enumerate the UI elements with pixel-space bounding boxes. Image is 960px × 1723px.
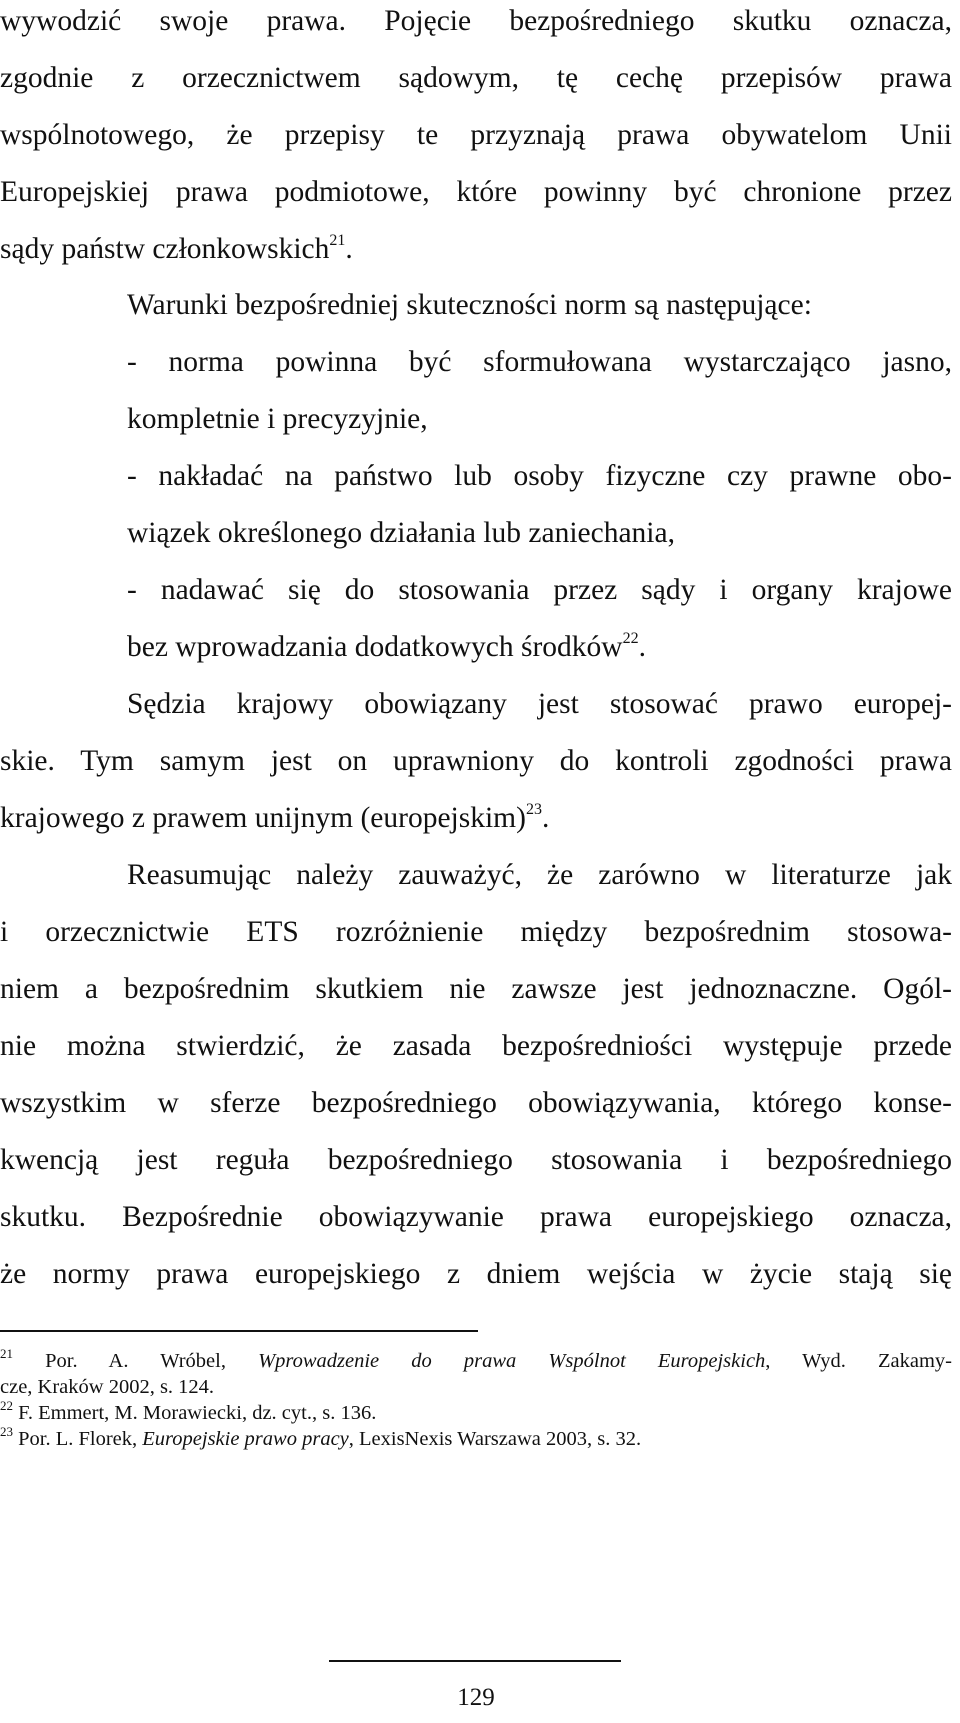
body-line: kompletnie i precyzyjnie, <box>127 403 428 435</box>
body-line: Warunki bezpośredniej skuteczności norm są następujące: <box>127 289 812 321</box>
body-text: bez wprowadzania dodatkowych środków <box>127 631 623 663</box>
body-line: wiązek określonego działania lub zaniechania, <box>127 517 675 549</box>
body-line: Reasumując należy zauważyć, że zarówno w literaturze jak <box>127 859 952 891</box>
body-line: i orzecznictwie ETS rozróżnienie między bezpośrednim stosowa- <box>0 916 952 948</box>
body-line: - nakładać na państwo lub osoby fizyczne czy prawne obo- <box>127 460 952 492</box>
footnote-23 <box>0 1426 952 1452</box>
body-line: - nadawać się do stosowania przez sądy i organy krajowe <box>127 574 952 606</box>
body-line <box>0 231 952 267</box>
footnote-ref-23: 23 <box>525 801 542 818</box>
body-line: skie. Tym samym jest on uprawniony do kontroli zgodności prawa <box>0 745 952 777</box>
footnote-21-continued: cze, Kraków 2002, s. 124. <box>0 1376 215 1398</box>
body-line <box>0 800 952 836</box>
body-text: krajowego z prawem unijnym (europejskim) <box>0 802 526 834</box>
footnote-number: 21 <box>0 1346 13 1361</box>
body-line: skutku. Bezpośrednie obowiązywanie prawa europejskiego oznacza, <box>0 1201 952 1233</box>
body-line <box>127 629 952 665</box>
body-line: zgodnie z orzecznictwem sądowym, tę cechę przepisów prawa <box>0 62 952 94</box>
footnote-text: Por. A. Wróbel, <box>13 1350 259 1372</box>
body-line: kwencją jest reguła bezpośredniego stosowania i bezpośredniego <box>0 1144 952 1176</box>
body-line: wspólnotowego, że przepisy te przyznają prawa obywatelom Unii <box>0 119 952 151</box>
footnote-ref-22: 22 <box>622 630 639 647</box>
body-line: - norma powinna być sformułowana wystarczająco jasno, <box>127 346 952 378</box>
footnote-number: 22 <box>0 1398 13 1413</box>
footnote-number: 23 <box>0 1424 13 1439</box>
footnote-ref-21: 21 <box>329 232 346 249</box>
body-line: Europejskiej prawa podmiotowe, które powinny być chronione przez <box>0 176 952 208</box>
body-text: . <box>345 233 353 265</box>
body-line: Sędzia krajowy obowiązany jest stosować prawo europej- <box>127 688 952 720</box>
footnote-22 <box>0 1400 952 1426</box>
body-text: sądy państw członkowskich <box>0 233 330 265</box>
footnote-separator <box>0 1330 478 1332</box>
footnote-text: Por. L. Florek, <box>13 1428 143 1450</box>
footnote-text: , Wyd. Zakamy- <box>765 1350 952 1372</box>
footnote-title: Wprowadzenie do prawa Wspólnot Europejskich <box>258 1350 766 1372</box>
body-text: . <box>541 802 550 834</box>
footnote-text: , LexisNexis Warszawa 2003, s. 32. <box>348 1428 642 1450</box>
footnote-text: F. Emmert, M. Morawiecki, dz. cyt., s. 136. <box>13 1402 377 1424</box>
page-number: 129 <box>457 1684 495 1711</box>
footnote-title: Europejskie prawo pracy <box>142 1428 349 1450</box>
body-line: niem a bezpośrednim skutkiem nie zawsze jest jednoznaczne. Ogól- <box>0 973 952 1005</box>
footnote-21 <box>0 1348 952 1374</box>
page-number-rule <box>329 1660 621 1662</box>
body-text: . <box>638 631 646 663</box>
body-line: wszystkim w sferze bezpośredniego obowiązywania, którego konse- <box>0 1087 952 1119</box>
body-line: że normy prawa europejskiego z dniem wejścia w życie stają się <box>0 1258 952 1290</box>
body-line: nie można stwierdzić, że zasada bezpośredniości występuje przede <box>0 1030 952 1062</box>
body-line: wywodzić swoje prawa. Pojęcie bezpośredniego skutku oznacza, <box>0 5 952 37</box>
